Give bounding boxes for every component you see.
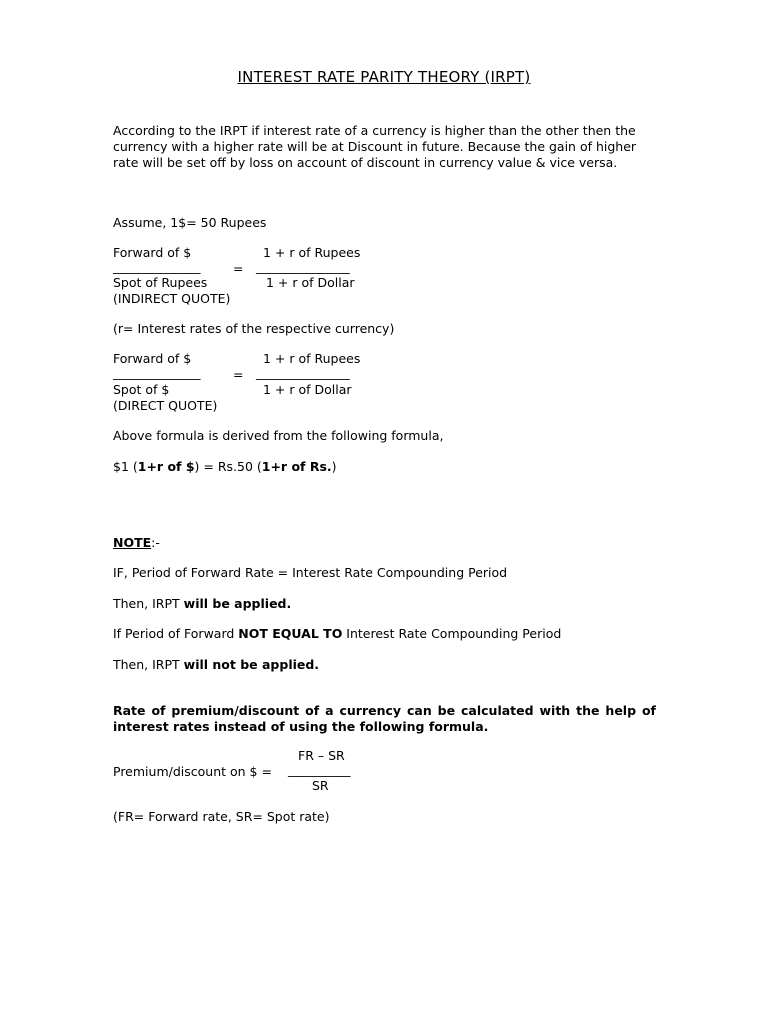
note-condition-suffix: Interest Rate Compounding Period: [342, 626, 562, 641]
indirect-equals-sign: =: [233, 261, 244, 276]
note-result-not-applied: [113, 657, 319, 672]
direct-fraction-line-right: _______________: [256, 365, 350, 380]
premium-label: Premium/discount on $ =: [113, 764, 272, 779]
direct-denominator-left: Spot of $: [113, 382, 170, 397]
premium-numerator: FR – SR: [298, 748, 345, 763]
direct-fraction-line-left: ______________: [113, 365, 201, 380]
note-result-applied-prefix: Then, IRPT: [113, 596, 184, 611]
note-condition-not-equal: [113, 626, 561, 641]
intro-line-1: According to the IRPT if interest rate of a currency is higher than the other then the: [113, 123, 636, 138]
note-heading-suffix: :-: [151, 535, 160, 550]
intro-line-3: rate will be set off by loss on account of discount in currency value & vice versa.: [113, 155, 618, 170]
indirect-fraction-line-right: _______________: [256, 259, 350, 274]
rate-paragraph-line-2: interest rates instead of using the following formula.: [113, 719, 489, 734]
rate-paragraph-line-1: Rate of premium/discount of a currency can be calculated with the help of: [113, 703, 656, 718]
base-formula-bold-1: 1+r of $: [137, 459, 195, 474]
derived-from-text: Above formula is derived from the following formula,: [113, 428, 444, 443]
indirect-fraction-line-left: ______________: [113, 259, 201, 274]
intro-line-2: currency with a higher rate will be at Discount in future. Because the gain of higher: [113, 139, 637, 154]
page-title: INTEREST RATE PARITY THEORY (IRPT): [237, 68, 531, 86]
note-heading-label: NOTE: [113, 535, 152, 550]
premium-fraction-line: __________: [288, 762, 351, 777]
indirect-quote-label: (INDIRECT QUOTE): [113, 291, 231, 306]
base-formula-part-2: ) = Rs.50 (: [194, 459, 262, 474]
indirect-denominator-left: Spot of Rupees: [113, 275, 208, 290]
r-definition-note: (r= Interest rates of the respective currency): [113, 321, 395, 336]
note-result-not-applied-prefix: Then, IRPT: [113, 657, 184, 672]
indirect-numerator-left: Forward of $: [113, 245, 192, 260]
assumption-text: Assume, 1$= 50 Rupees: [113, 215, 267, 230]
direct-equals-sign: =: [233, 367, 244, 382]
note-heading: [113, 535, 160, 550]
note-condition-prefix: If Period of Forward: [113, 626, 239, 641]
note-result-applied: [113, 596, 291, 611]
direct-quote-label: (DIRECT QUOTE): [113, 398, 218, 413]
fr-sr-definition-note: (FR= Forward rate, SR= Spot rate): [113, 809, 330, 824]
indirect-denominator-right: 1 + r of Dollar: [266, 275, 355, 290]
base-formula-bold-2: 1+r of Rs.: [261, 459, 332, 474]
direct-denominator-right: 1 + r of Dollar: [263, 382, 352, 397]
premium-denominator: SR: [312, 778, 329, 793]
base-formula-part-3: ): [331, 459, 337, 474]
note-condition-equal: IF, Period of Forward Rate = Interest Rate Compounding Period: [113, 565, 508, 580]
direct-numerator-right: 1 + r of Rupees: [263, 351, 361, 366]
base-formula: [113, 459, 337, 474]
note-result-not-applied-bold: will not be applied.: [183, 657, 320, 672]
note-condition-bold: NOT EQUAL TO: [238, 626, 343, 641]
base-formula-part-1: $1 (: [113, 459, 138, 474]
direct-numerator-left: Forward of $: [113, 351, 192, 366]
indirect-numerator-right: 1 + r of Rupees: [263, 245, 361, 260]
note-result-applied-bold: will be applied.: [183, 596, 292, 611]
